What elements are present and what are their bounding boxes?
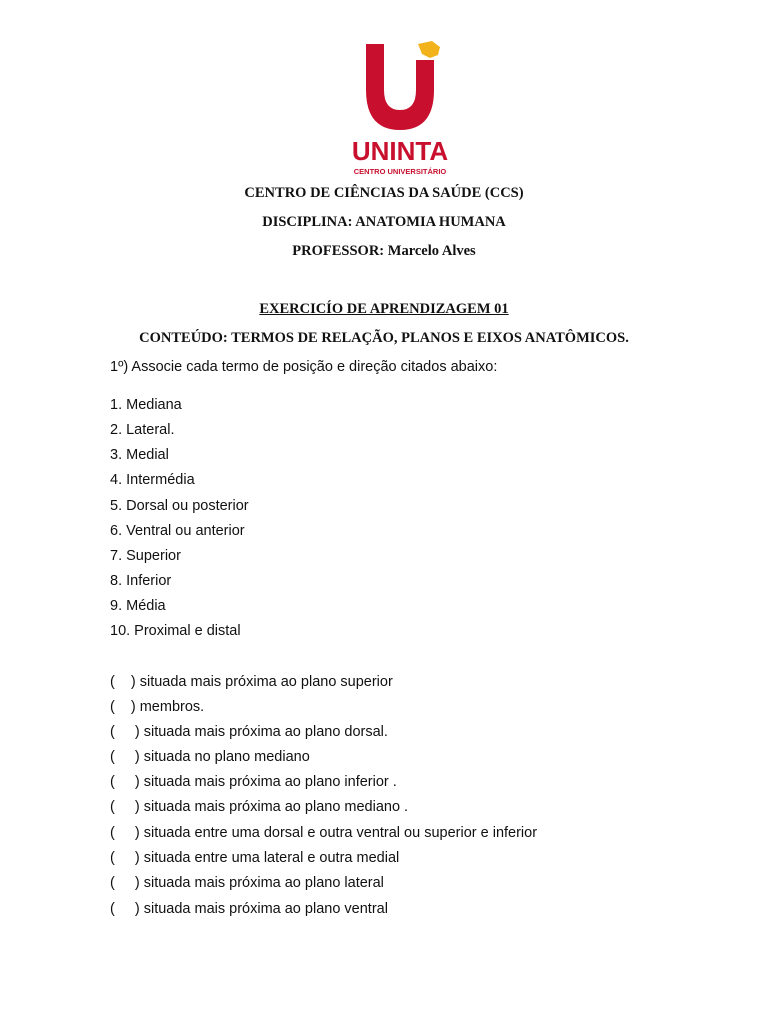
answer-close-paren: ) — [134, 875, 140, 891]
answer-text: situada mais próxima ao plano superior — [139, 674, 393, 690]
logo-u-shape — [366, 44, 434, 130]
answer-row — [110, 674, 393, 690]
list-item: 5. Dorsal ou posterior — [110, 498, 249, 514]
answer-row — [110, 825, 537, 841]
answer-text: situada no plano mediano — [143, 749, 310, 765]
answer-row — [110, 699, 204, 715]
list-item: 1. Mediana — [110, 397, 182, 413]
uninta-logo — [336, 38, 464, 178]
answer-close-paren: ) — [134, 799, 140, 815]
exercise-title — [0, 301, 768, 318]
answer-row — [110, 774, 397, 790]
logo-wordmark: UNINTA — [351, 136, 449, 166]
center-heading: CENTRO DE CIÊNCIAS DA SAÚDE (CCS) — [244, 185, 524, 201]
professor-heading: PROFESSOR: Marcelo Alves — [292, 243, 476, 259]
answer-row — [110, 901, 388, 917]
answer-text: situada mais próxima ao plano lateral — [143, 875, 384, 891]
answer-text: situada mais próxima ao plano ventral — [143, 901, 388, 917]
answer-text: situada entre uma dorsal e outra ventral ou superior e inferior — [143, 825, 538, 841]
answer-open-paren: ( — [110, 774, 115, 790]
answer-row — [110, 724, 388, 740]
list-item: 3. Medial — [110, 447, 169, 463]
list-item: 7. Superior — [110, 548, 181, 564]
answer-open-paren: ( — [110, 724, 115, 740]
answer-open-paren: ( — [110, 875, 115, 891]
answer-close-paren: ) — [134, 724, 140, 740]
list-item: 9. Média — [110, 598, 166, 614]
logo-map-shape — [418, 41, 440, 58]
answer-open-paren: ( — [110, 825, 115, 841]
logo-subtitle: CENTRO UNIVERSITÁRIO — [353, 167, 447, 176]
answer-open-paren: ( — [110, 699, 115, 715]
list-item: 2. Lateral. — [110, 422, 175, 438]
answer-open-paren: ( — [110, 799, 115, 815]
exercise-title-text: EXERCICÍO DE APRENDIZAGEM 01 — [259, 301, 509, 317]
answer-open-paren: ( — [110, 901, 115, 917]
answer-open-paren: ( — [110, 749, 115, 765]
answer-close-paren: ) — [134, 749, 140, 765]
question-text: 1º) Associe cada termo de posição e direção citados abaixo: — [110, 359, 498, 375]
answer-close-paren: ) — [134, 774, 140, 790]
answer-text: situada mais próxima ao plano mediano . — [143, 799, 409, 815]
answer-row — [110, 875, 384, 891]
answer-text: situada mais próxima ao plano dorsal. — [143, 724, 388, 740]
list-item: 10. Proximal e distal — [110, 623, 241, 639]
discipline-heading: DISCIPLINA: ANATOMIA HUMANA — [262, 214, 506, 230]
answer-close-paren: ) — [130, 674, 136, 690]
list-item: 4. Intermédia — [110, 472, 195, 488]
answer-row — [110, 749, 310, 765]
answer-row — [110, 799, 408, 815]
answer-text: membros. — [139, 699, 205, 715]
list-item: 6. Ventral ou anterior — [110, 523, 245, 539]
answer-close-paren: ) — [134, 850, 140, 866]
content-heading: CONTEÚDO: TERMOS DE RELAÇÃO, PLANOS E EIXOS ANATÔMICOS. — [139, 330, 629, 346]
answer-open-paren: ( — [110, 850, 115, 866]
answer-row — [110, 850, 399, 866]
list-item: 8. Inferior — [110, 573, 172, 589]
answer-text: situada mais próxima ao plano inferior . — [143, 774, 397, 790]
answer-text: situada entre uma lateral e outra medial — [143, 850, 400, 866]
answer-close-paren: ) — [134, 825, 140, 841]
answer-open-paren: ( — [110, 674, 115, 690]
answer-close-paren: ) — [130, 699, 136, 715]
answer-close-paren: ) — [134, 901, 140, 917]
